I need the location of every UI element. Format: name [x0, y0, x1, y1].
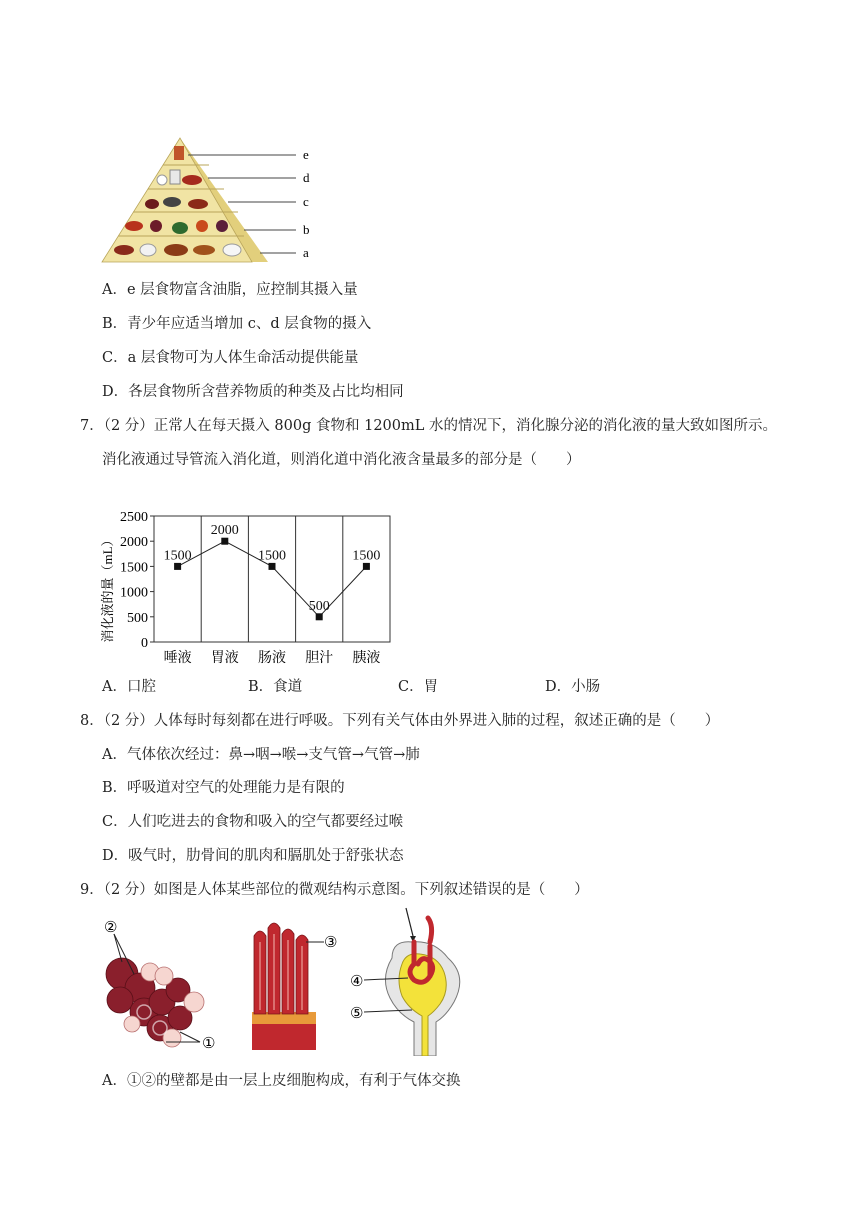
food-bread-icon [164, 244, 188, 256]
food-milk-icon [170, 170, 180, 184]
chart-ylabel: 消化液的量（mL） [100, 533, 115, 643]
marker-3: ③ [324, 935, 338, 951]
q7-option-d[interactable]: D．小肠 [545, 679, 601, 695]
q7-stem-line1: 7．（2 分）正常人在每天摄入 800g 食物和 1200mL 水的情况下，消化腺分泌的消化液的量大致如图所示。 [80, 418, 777, 434]
food-rice-bowl-icon [223, 244, 241, 256]
chart-category-label: 胆汁 [305, 651, 334, 666]
marker-2: ② [104, 920, 118, 936]
q6-option-c[interactable]: C．a 层食物可为人体生命活动提供能量 [102, 350, 359, 366]
chart-category-label: 胃液 [210, 651, 239, 666]
pyramid-label-a: a [303, 245, 309, 260]
food-grape-icon [216, 220, 228, 232]
food-bun-icon [140, 244, 156, 256]
q9-option-a[interactable]: A．①②的壁都是由一层上皮细胞构成，有利于气体交换 [102, 1073, 461, 1089]
q8-option-c[interactable]: C．人们吃进去的食物和吸入的空气都要经过喉 [102, 814, 404, 830]
chart-data-label: 2000 [210, 523, 239, 539]
chart-data-label: 1500 [258, 548, 286, 564]
chart-category-label: 肠液 [258, 651, 286, 666]
food-meat-icon [182, 175, 202, 185]
food-carrot-icon [125, 221, 143, 231]
q6-option-d[interactable]: D．各层食物所含营养物质的种类及占比均相同 [102, 384, 404, 400]
marker-4: ④ [350, 974, 364, 990]
chart-ytick-label: 1000 [120, 585, 148, 601]
nephron-figure [350, 906, 500, 1056]
q8-option-b[interactable]: B．呼吸道对空气的处理能力是有限的 [102, 780, 345, 796]
chart-ytick-label: 1500 [120, 560, 148, 576]
villus-figure [246, 914, 346, 1052]
pyramid-label-e: e [303, 147, 309, 162]
chart-point [174, 563, 181, 570]
chart-ytick-label: 500 [127, 610, 148, 626]
chart-point [316, 613, 323, 620]
chart-category-label: 唾液 [163, 651, 192, 666]
chart-ytick-label: 0 [141, 636, 148, 651]
q7-stem-line2: 消化液通过导管流入消化道，则消化道中消化液含量最多的部分是（ ） [102, 452, 581, 468]
q9-stem: 9．（2 分）如图是人体某些部位的微观结构示意图。下列叙述错误的是（ ） [80, 882, 589, 898]
q8-option-d[interactable]: D．吸气时，肋骨间的肌肉和膈肌处于舒张状态 [102, 848, 404, 864]
food-orange-icon [196, 220, 208, 232]
q7-option-a[interactable]: A．口腔 [102, 679, 156, 695]
food-fish-icon [163, 197, 181, 207]
food-oil-icon [174, 146, 184, 160]
pyramid-label-b: b [303, 222, 310, 237]
food-plum-icon [145, 199, 159, 209]
food-sausage-icon [188, 199, 208, 209]
q8-stem: 8．（2 分）人体每时每刻都在进行呼吸。下列有关气体由外界进入肺的过程，叙述正确的是（ ） [80, 713, 720, 729]
food-eggplant-icon [150, 220, 162, 232]
chart-data-label: 1500 [352, 548, 381, 564]
villus-base [252, 1022, 316, 1050]
chart-ytick-label: 2000 [120, 535, 148, 551]
food-sweetpotato-icon [114, 245, 134, 255]
marker-5: ⑤ [350, 1006, 364, 1022]
q8-option-a[interactable]: A．气体依次经过：鼻→咽→喉→支气管→气管→肺 [102, 747, 420, 763]
chart-point [221, 538, 228, 545]
chart-data-label: 500 [308, 598, 330, 614]
food-pyramid-figure [100, 136, 330, 266]
chart-point [363, 563, 370, 570]
marker-1: ① [202, 1036, 216, 1052]
q6-option-a[interactable]: A．e 层食物富含油脂，应控制其摄入量 [102, 282, 358, 298]
q7-option-b[interactable]: B．食道 [248, 679, 303, 695]
pyramid-label-d: d [303, 170, 310, 185]
alveoli-figure [100, 914, 228, 1056]
q7-option-c[interactable]: C．胃 [398, 679, 439, 695]
chart-ytick-label: 2500 [120, 510, 148, 525]
food-egg-icon [157, 175, 167, 185]
chart-point [269, 563, 276, 570]
chart-data-label: 1500 [163, 548, 192, 564]
pyramid-label-c: c [303, 194, 309, 209]
chart-category-label: 胰液 [352, 651, 381, 666]
q6-option-b[interactable]: B．青少年应适当增加 c、d 层食物的摄入 [102, 316, 372, 332]
digestive-juice-chart [96, 506, 406, 668]
food-corn-icon [193, 245, 215, 255]
food-greens-icon [172, 222, 188, 234]
